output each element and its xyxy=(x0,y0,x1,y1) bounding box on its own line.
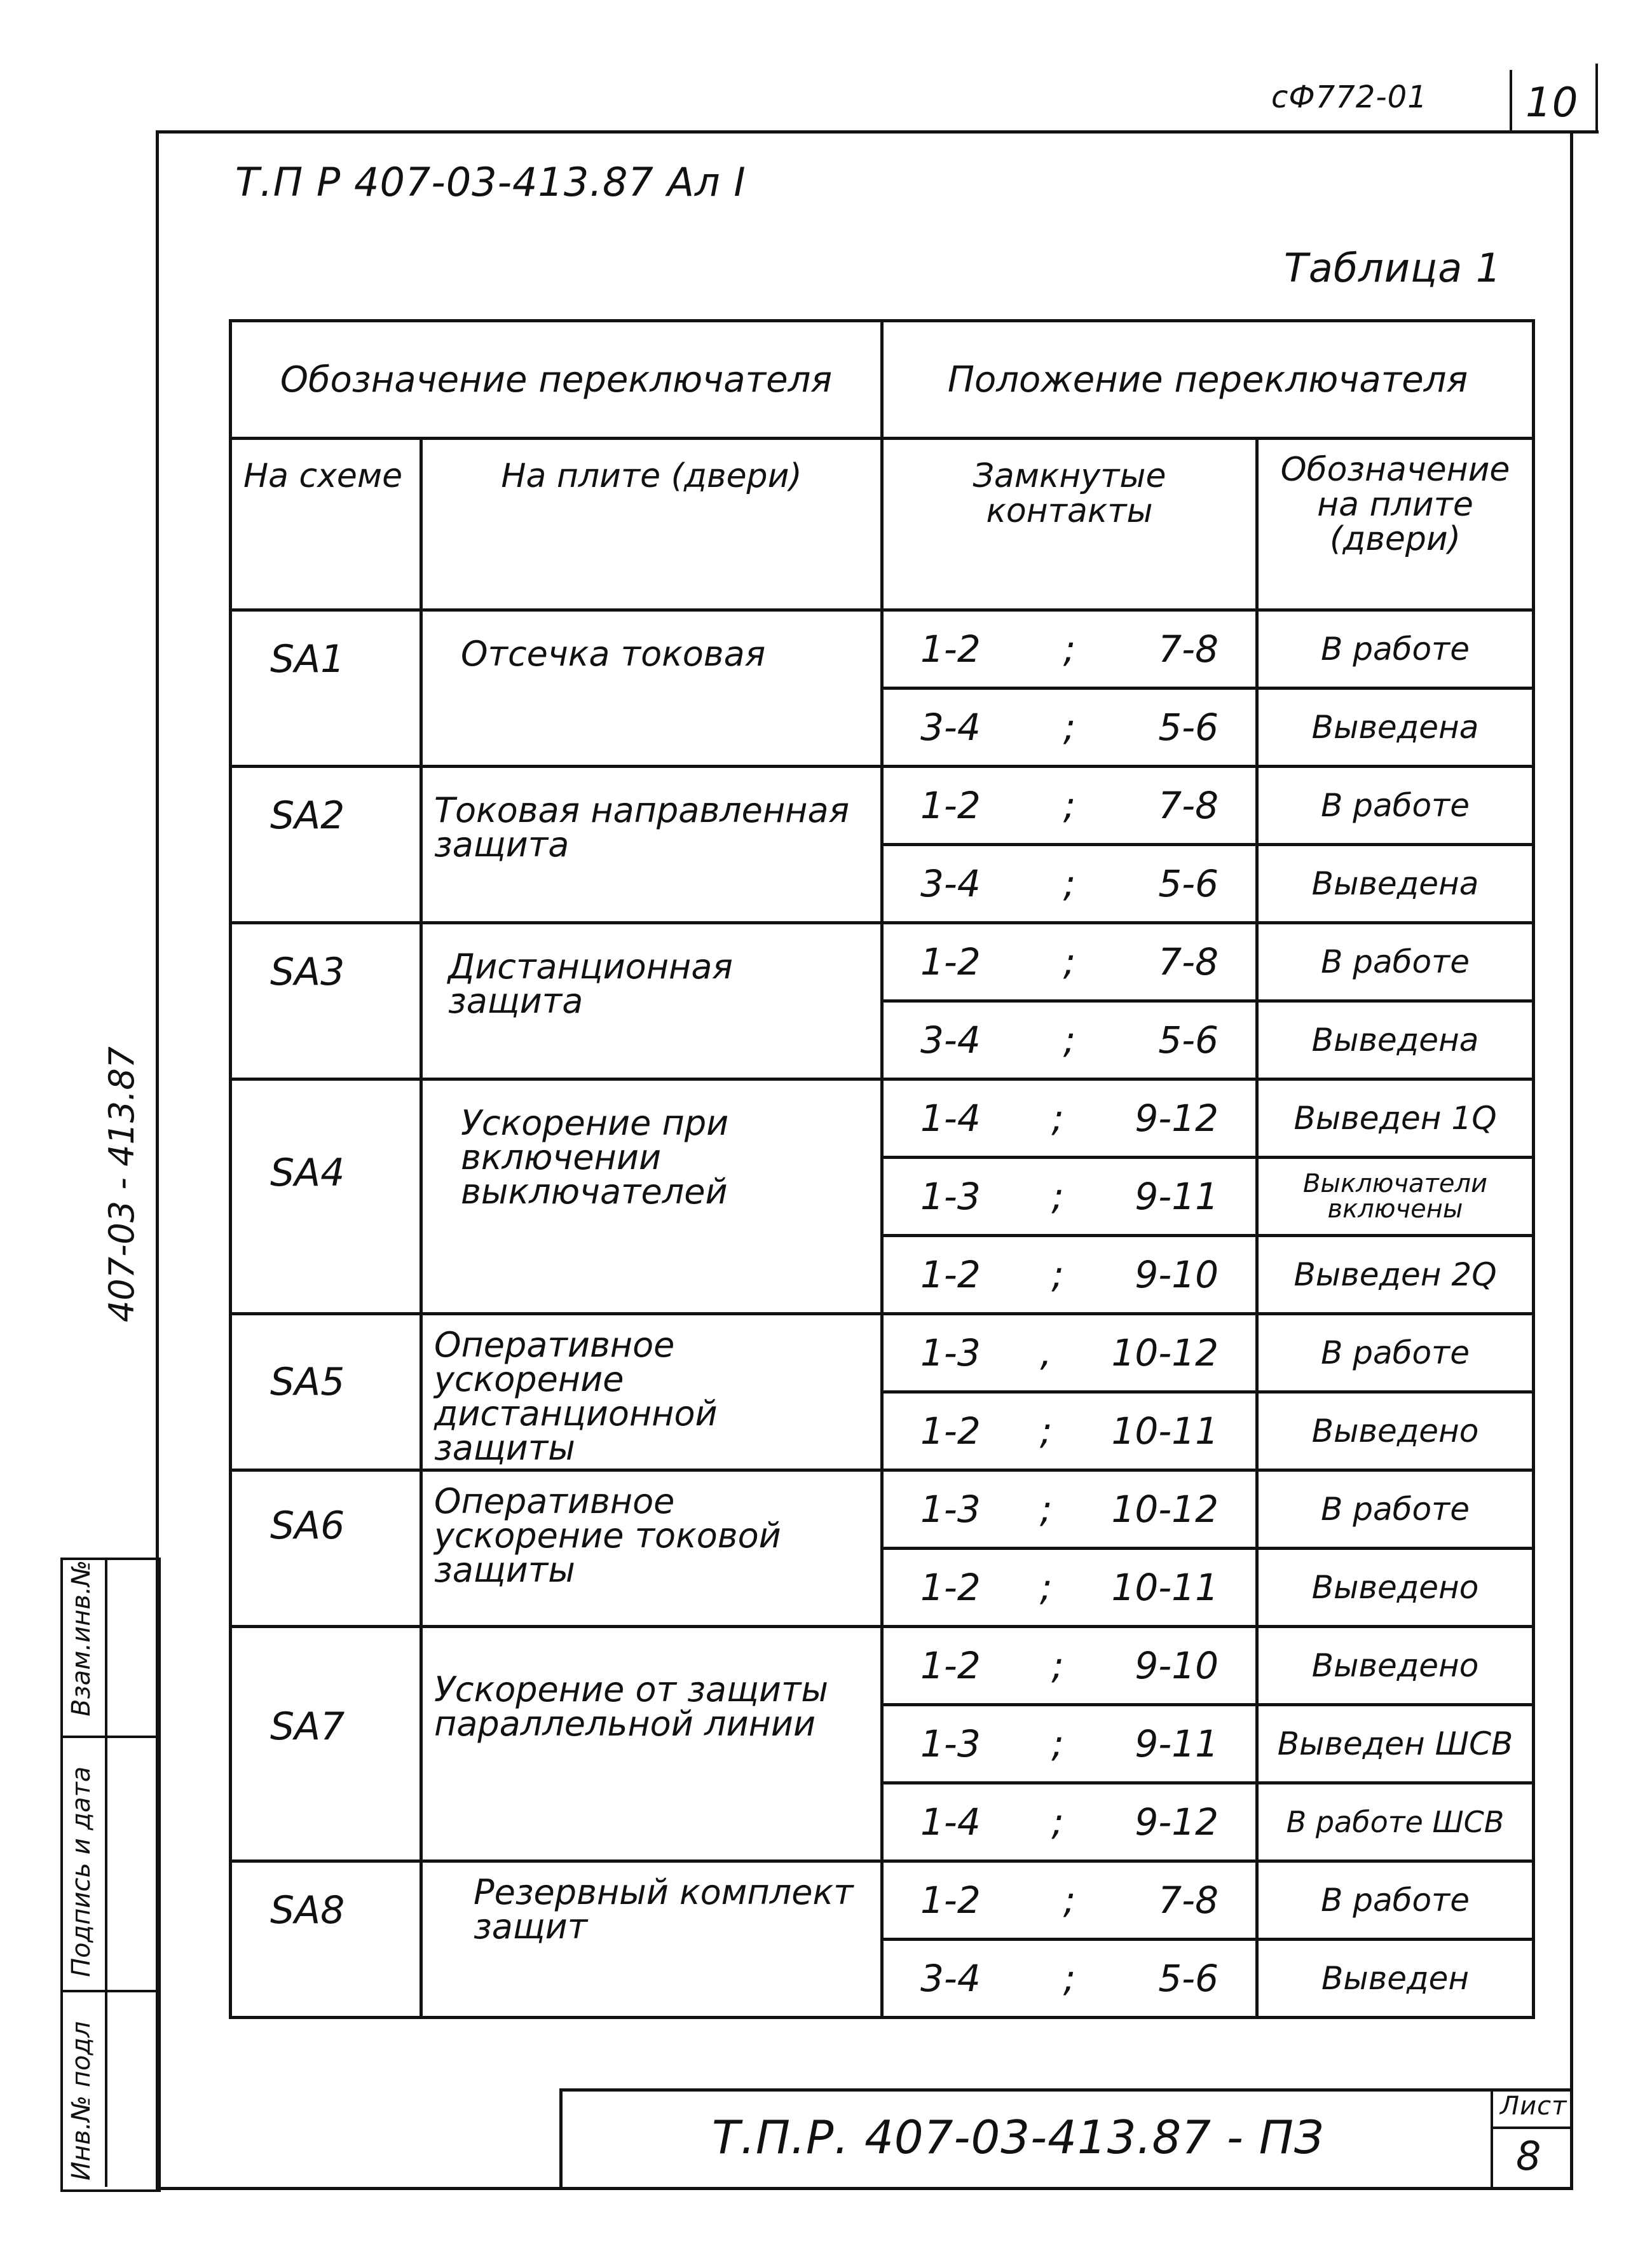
document-reference: Т.П Р 407-03-413.87 Ал I xyxy=(235,159,746,205)
table-row xyxy=(231,1470,1534,1549)
side-stamp-inv-original: Инв.№ подл xyxy=(67,2021,96,2181)
contact-separator: ; xyxy=(1039,1566,1053,1609)
header-row-group xyxy=(231,321,1534,439)
header-on-scheme: На схеме xyxy=(231,439,421,610)
contacts-cell xyxy=(882,1001,1257,1079)
state-label: Выведена xyxy=(1257,1001,1534,1079)
contact-pair-1: 1-2 xyxy=(920,1253,981,1296)
corner-page-rule xyxy=(1595,64,1598,134)
state-label: В работе xyxy=(1257,923,1534,1001)
contact-pair-1: 3-4 xyxy=(920,1957,981,2000)
switch-name: Токовая направленная защита xyxy=(421,767,882,923)
state-label: В работе xyxy=(1257,1470,1534,1549)
contact-pair-2: 7-8 xyxy=(1158,784,1219,827)
contacts-cell xyxy=(882,1705,1257,1783)
contact-pair-2: 9-12 xyxy=(1135,1800,1219,1844)
contact-pair-2: 7-8 xyxy=(1158,1879,1219,1922)
contact-pair-2: 9-12 xyxy=(1135,1097,1219,1140)
contact-pair-1: 1-3 xyxy=(920,1722,981,1765)
switch-code: SA3 xyxy=(231,923,421,1079)
table-row xyxy=(231,1314,1534,1392)
contacts-cell xyxy=(882,1470,1257,1549)
state-label: Выведен 2Q xyxy=(1257,1236,1534,1314)
contact-pair-2: 7-8 xyxy=(1158,940,1219,983)
contact-separator: ; xyxy=(1063,1957,1076,2000)
switch-name: Оперативное ускорение токовой защиты xyxy=(421,1470,882,1627)
side-stamp-replaced-inv: Взам.инв.№ xyxy=(67,1559,96,1716)
contact-separator: ; xyxy=(1063,940,1076,983)
contact-pair-1: 1-3 xyxy=(920,1175,981,1218)
table-row xyxy=(231,610,1534,688)
contact-separator: ; xyxy=(1063,862,1076,905)
table-row xyxy=(231,1627,1534,1705)
side-stamp-divider xyxy=(105,1558,107,2187)
contact-pair-1: 3-4 xyxy=(920,862,981,905)
contacts-cell xyxy=(882,845,1257,923)
contact-separator: ; xyxy=(1039,1488,1053,1531)
frame-right-line xyxy=(1570,130,1573,2190)
corner-page-number: 10 xyxy=(1526,79,1579,127)
header-on-plate: На плите (двери) xyxy=(421,439,882,610)
contact-pair-2: 5-6 xyxy=(1158,1957,1219,2000)
switch-name: Ускорение от защиты параллельной линии xyxy=(421,1627,882,1861)
contact-separator: ; xyxy=(1039,1409,1053,1453)
contact-separator: ; xyxy=(1051,1175,1064,1218)
contact-pair-1: 3-4 xyxy=(920,706,981,749)
contacts-cell xyxy=(882,688,1257,767)
contact-separator: , xyxy=(1040,1331,1052,1374)
switch-code: SA5 xyxy=(231,1314,421,1470)
contact-separator: ; xyxy=(1063,1018,1076,1062)
switch-name: Резервный комплект защит xyxy=(421,1861,882,2018)
state-label: Выключатели включены xyxy=(1257,1158,1534,1236)
table-label: Таблица 1 xyxy=(1284,245,1502,291)
switch-code: SA2 xyxy=(231,767,421,923)
footer-sheet-label: Лист xyxy=(1500,2092,1567,2121)
contact-separator: ; xyxy=(1063,706,1076,749)
contact-pair-2: 9-11 xyxy=(1135,1722,1219,1765)
contact-separator: ; xyxy=(1063,1879,1076,1922)
contacts-cell xyxy=(882,610,1257,688)
contact-separator: ; xyxy=(1063,627,1076,671)
corner-page-divider xyxy=(1510,70,1512,134)
frame-bottom-line xyxy=(156,2187,1573,2190)
contacts-cell xyxy=(882,923,1257,1001)
switch-name: Оперативное ускорение дистанционной защиты xyxy=(421,1314,882,1470)
state-label: Выведен 1Q xyxy=(1257,1079,1534,1158)
header-row-sub xyxy=(231,439,1534,610)
header-stamp: сФ772-01 xyxy=(1271,79,1428,115)
contact-pair-1: 1-2 xyxy=(920,1644,981,1687)
footer-sheet-divider xyxy=(1491,2088,1493,2190)
vertical-document-reference: 407-03 - 413.87 xyxy=(102,1046,142,1322)
contact-pair-1: 1-4 xyxy=(920,1097,981,1140)
contact-separator: ; xyxy=(1051,1253,1064,1296)
contacts-cell xyxy=(882,1079,1257,1158)
contact-pair-1: 1-2 xyxy=(920,1566,981,1609)
footer-block-left xyxy=(559,2088,563,2190)
switch-code: SA4 xyxy=(231,1079,421,1314)
contact-pair-1: 1-2 xyxy=(920,784,981,827)
contact-pair-1: 1-2 xyxy=(920,627,981,671)
table-row xyxy=(231,1861,1534,1940)
table-row xyxy=(231,1079,1534,1158)
state-label: В работе xyxy=(1257,1861,1534,1940)
header-plate-designation: Обозначение на плите (двери) xyxy=(1257,439,1534,610)
contacts-cell xyxy=(882,1549,1257,1627)
contact-pair-2: 5-6 xyxy=(1158,862,1219,905)
contacts-cell xyxy=(882,1861,1257,1940)
state-label: Выведено xyxy=(1257,1549,1534,1627)
contact-pair-2: 5-6 xyxy=(1158,1018,1219,1062)
contact-separator: ; xyxy=(1051,1722,1064,1765)
switch-code: SA7 xyxy=(231,1627,421,1861)
state-label: Выведен ШСВ xyxy=(1257,1705,1534,1783)
switch-code: SA8 xyxy=(231,1861,421,2018)
state-label: В работе xyxy=(1257,767,1534,845)
contact-separator: ; xyxy=(1051,1644,1064,1687)
state-label: Выведено xyxy=(1257,1627,1534,1705)
state-label: В работе xyxy=(1257,1314,1534,1392)
contact-pair-2: 10-12 xyxy=(1111,1488,1219,1531)
contacts-cell xyxy=(882,767,1257,845)
contact-pair-2: 9-10 xyxy=(1135,1253,1219,1296)
state-label: В работе xyxy=(1257,610,1534,688)
contact-pair-2: 5-6 xyxy=(1158,706,1219,749)
side-stamp-signature-date: Подпись и дата xyxy=(67,1766,96,1977)
contact-pair-2: 7-8 xyxy=(1158,627,1219,671)
state-label: Выведена xyxy=(1257,845,1534,923)
switch-code: SA6 xyxy=(231,1470,421,1627)
contacts-cell xyxy=(882,1627,1257,1705)
footer-block-top xyxy=(559,2088,1573,2092)
contact-pair-1: 1-2 xyxy=(920,1409,981,1453)
contacts-cell xyxy=(882,1940,1257,2018)
contact-pair-1: 1-3 xyxy=(920,1488,981,1531)
contact-pair-2: 9-11 xyxy=(1135,1175,1219,1218)
switch-code: SA1 xyxy=(231,610,421,767)
state-label: Выведен xyxy=(1257,1940,1534,2018)
contact-pair-1: 1-2 xyxy=(920,1879,981,1922)
state-label: Выведено xyxy=(1257,1392,1534,1470)
contact-pair-2: 10-12 xyxy=(1111,1331,1219,1374)
contact-pair-1: 1-2 xyxy=(920,940,981,983)
contact-separator: ; xyxy=(1051,1800,1064,1844)
contacts-cell xyxy=(882,1314,1257,1392)
contact-separator: ; xyxy=(1051,1097,1064,1140)
switch-name: Ускорение при включении выключателей xyxy=(421,1079,882,1314)
frame-top-line xyxy=(156,130,1599,134)
contacts-cell xyxy=(882,1392,1257,1470)
contact-pair-1: 1-4 xyxy=(920,1800,981,1844)
contacts-cell xyxy=(882,1158,1257,1236)
header-switch-designation: Обозначение переключателя xyxy=(231,321,882,439)
side-stamp-split-1 xyxy=(60,1736,156,1738)
contact-pair-2: 9-10 xyxy=(1135,1644,1219,1687)
contact-pair-1: 1-3 xyxy=(920,1331,981,1374)
contact-pair-1: 3-4 xyxy=(920,1018,981,1062)
switch-name: Отсечка токовая xyxy=(421,610,882,767)
header-closed-contacts: Замкнутые контакты xyxy=(882,439,1257,610)
footer-sheet-split xyxy=(1491,2127,1573,2129)
header-switch-position: Положение переключателя xyxy=(882,321,1534,439)
footer-sheet-number: 8 xyxy=(1516,2133,1542,2179)
contact-pair-2: 10-11 xyxy=(1111,1409,1219,1453)
state-label: Выведена xyxy=(1257,688,1534,767)
state-label: В работе ШСВ xyxy=(1257,1783,1534,1861)
contact-separator: ; xyxy=(1063,784,1076,827)
table-row xyxy=(231,767,1534,845)
switch-table xyxy=(229,319,1535,2019)
contacts-cell xyxy=(882,1236,1257,1314)
side-stamp-split-2 xyxy=(60,1990,156,1992)
contact-pair-2: 10-11 xyxy=(1111,1566,1219,1609)
table-row xyxy=(231,923,1534,1001)
footer-document-code: Т.П.Р. 407-03-413.87 - ПЗ xyxy=(712,2111,1325,2164)
switch-name: Дистанционная защита xyxy=(421,923,882,1079)
contacts-cell xyxy=(882,1783,1257,1861)
